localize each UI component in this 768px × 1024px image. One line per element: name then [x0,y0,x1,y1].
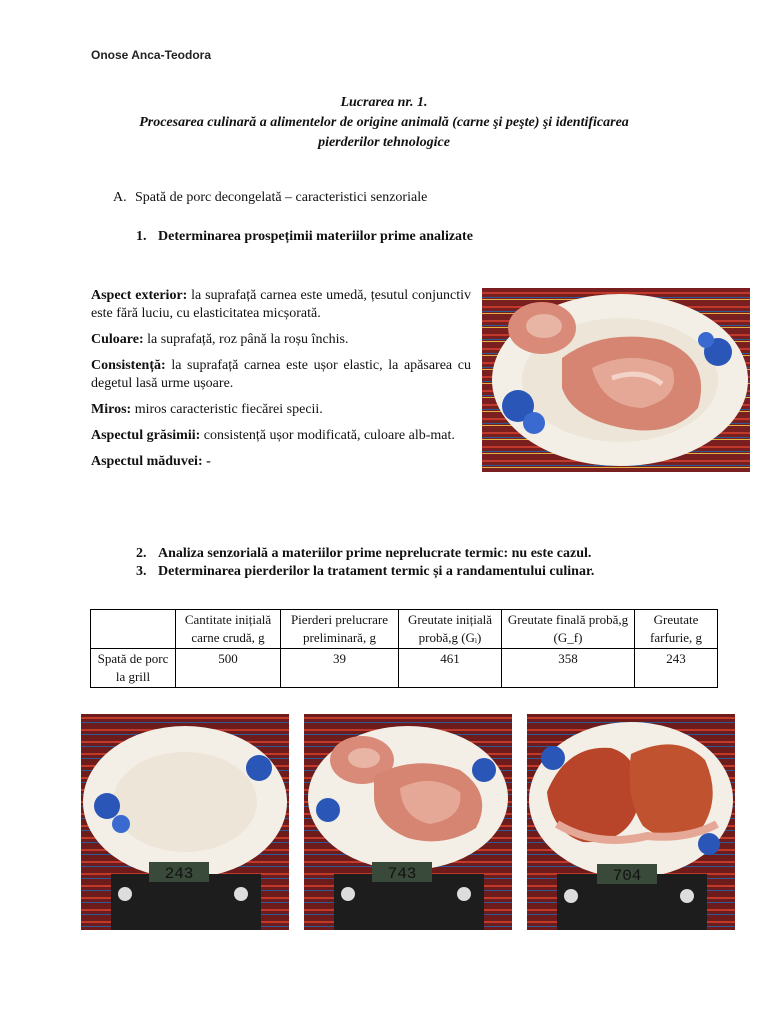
sensory-properties [91,287,471,479]
cooked-meat-scale-photo [527,714,735,930]
heading-3-number: 3. [136,564,147,579]
author-name: Onose Anca-Teodora [91,48,212,62]
property-label: Aspectul grăsimii: [91,428,201,443]
property-value: la suprafață carnea este ușor elastic, la apăsarea cu degetul lasă urme ușoare. [91,358,471,391]
table-header-cell: Greutate farfurie, g [635,610,718,649]
property-label: Consistență: [91,358,166,373]
property-aspect-exterior [91,287,471,323]
property-value: la suprafață carnea este umedă, țesutul conjunctiv este fără luciu, cu elasticitatea micșorată. [91,288,471,321]
headings-2-3 [136,545,594,581]
table-cell: 39 [281,649,399,688]
table-header-cell: Pierderi prelucrare preliminară, g [281,610,399,649]
property-consistenta [91,357,471,393]
property-culoare [91,331,471,349]
raw-meat-photo [482,288,750,472]
heading-2-number: 2. [136,546,147,561]
table-header-cell: Greutate inițială probă,g (Gᵢ) [399,610,502,649]
scale-reading-3: 704 [612,867,642,885]
heading-2 [136,545,594,563]
cooked-meat-scale-illustration [527,714,735,930]
property-value: miros caracteristic fiecărei specii. [131,402,323,417]
table-cell: 358 [502,649,635,688]
property-miros [91,401,471,419]
table-cell: 500 [176,649,281,688]
heading-2-text: Analiza senzorială a materiilor prime neprelucrate termic: nu este cazul. [158,546,592,561]
property-label: Miros: [91,402,132,417]
raw-meat-scale-photo [304,714,512,930]
table-header-cell: Greutate finală probă,g (G_f) [502,610,635,649]
property-maduva [91,453,471,471]
heading-3-text: Determinarea pierderilor la tratament termic și a randamentului culinar. [158,564,595,579]
table-header-row [91,610,718,649]
table-header-cell [91,610,176,649]
table-cell: Spată de porc la grill [91,649,176,688]
table-cell: 461 [399,649,502,688]
title-line-2: Procesarea culinară a alimentelor de origine animală (carne şi peşte) şi identificarea [139,115,629,130]
table-cell: 243 [635,649,718,688]
table-row [91,649,718,688]
heading-1-text: Determinarea prospețimii materiilor prime analizate [158,229,473,244]
raw-meat-scale-illustration [304,714,512,930]
property-label: Aspectul măduvei: - [91,454,211,469]
property-grasime [91,427,471,445]
document-title [90,93,678,153]
losses-table [90,609,718,688]
raw-meat-illustration [482,288,750,472]
title-line-3: pierderilor tehnologice [318,135,450,150]
title-line-1: Lucrarea nr. 1. [340,95,428,110]
property-label: Aspect exterior: [91,288,188,303]
table-header-cell: Cantitate inițială carne crudă, g [176,610,281,649]
heading-1-number: 1. [136,229,147,244]
property-value: consistență ușor modificată, culoare alb-mat. [200,428,455,443]
empty-plate-illustration [81,714,289,930]
scale-reading-1: 243 [164,865,194,883]
property-value: la suprafață, roz până la roșu închis. [143,332,349,347]
empty-plate-photo [81,714,289,930]
section-a-text: Spată de porc decongelată – caracteristici senzoriale [135,190,428,205]
heading-1 [136,229,473,245]
heading-3 [136,563,594,581]
section-a-label: A. [113,190,127,205]
scale-reading-2: 743 [387,865,417,883]
section-a-heading [113,190,427,206]
property-label: Culoare: [91,332,144,347]
